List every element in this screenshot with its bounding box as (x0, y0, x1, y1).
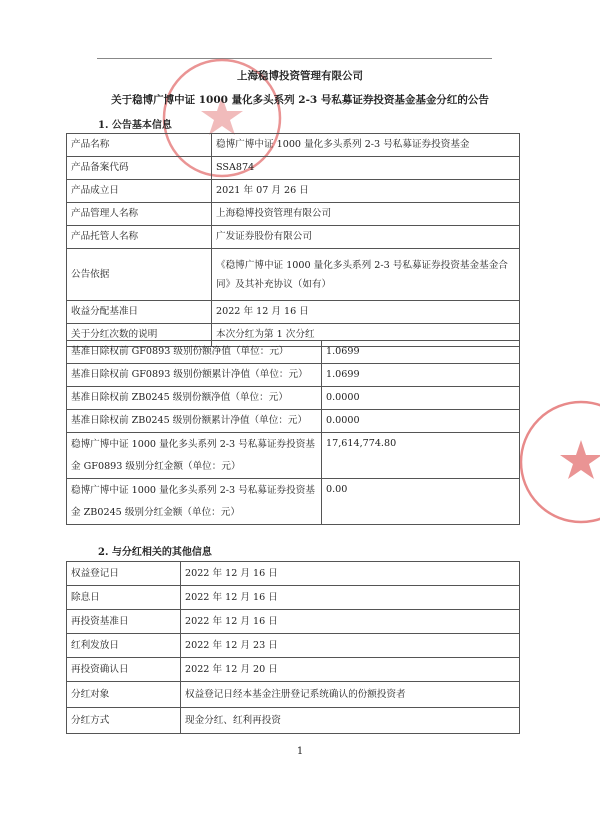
row-label: 再投资基准日 (67, 610, 181, 634)
row-label: 稳博广博中证 1000 量化多头系列 2-3 号私募证券投资基金 GF0893 级别分红金额（单位：元） (67, 433, 322, 479)
row-value: 0.0000 (322, 410, 520, 433)
row-value: 0.00 (322, 479, 520, 525)
row-label: 除息日 (67, 586, 181, 610)
table-row (67, 364, 520, 387)
row-label: 基准日除权前 ZB0245 级别份额累计净值（单位：元） (67, 410, 322, 433)
company-name: 上海稳博投资管理有限公司 (237, 70, 363, 82)
row-label: 基准日除权前 GF0893 级别份额累计净值（单位：元） (67, 364, 322, 387)
other-info-table (66, 561, 520, 734)
section-heading-basic-info: 1. 公告基本信息 (98, 120, 172, 131)
row-value: 稳博广博中证 1000 量化多头系列 2-3 号私募证券投资基金 (212, 134, 520, 157)
table-row (67, 610, 520, 634)
row-value: 2022 年 12 月 23 日 (181, 634, 520, 658)
row-label: 分红方式 (67, 708, 181, 734)
row-value: 1.0699 (322, 341, 520, 364)
row-label: 分红对象 (67, 682, 181, 708)
row-value: 权益登记日经本基金注册登记系统确认的份额投资者 (181, 682, 520, 708)
row-label: 红利发放日 (67, 634, 181, 658)
row-value: 广发证券股份有限公司 (212, 226, 520, 249)
row-label: 收益分配基准日 (67, 301, 212, 324)
row-label: 基准日除权前 ZB0245 级别份额净值（单位：元） (67, 387, 322, 410)
row-label: 稳博广博中证 1000 量化多头系列 2-3 号私募证券投资基金 ZB0245 级别分红金额（单位：元） (67, 479, 322, 525)
table-row (67, 180, 520, 203)
row-value: 1.0699 (322, 364, 520, 387)
row-value: 2022 年 12 月 20 日 (181, 658, 520, 682)
row-label: 产品托管人名称 (67, 226, 212, 249)
row-value: 0.0000 (322, 387, 520, 410)
table-row (67, 249, 520, 301)
row-label: 产品成立日 (67, 180, 212, 203)
row-value: 2022 年 12 月 16 日 (212, 301, 520, 324)
header-rule (97, 58, 492, 59)
row-value: 2022 年 12 月 16 日 (181, 562, 520, 586)
table-row (67, 301, 520, 324)
table-row (67, 387, 520, 410)
row-value: 2021 年 07 月 26 日 (212, 180, 520, 203)
table-row (67, 682, 520, 708)
announcement-title: 关于稳博广博中证 1000 量化多头系列 2-3 号私募证券投资基金基金分红的公告 (111, 94, 489, 106)
row-value: 《稳博广博中证 1000 量化多头系列 2-3 号私募证券投资基金基金合同》及其补充协议（如有） (212, 249, 520, 301)
table-row (67, 658, 520, 682)
row-value: 现金分红、红利再投资 (181, 708, 520, 734)
table-row (67, 586, 520, 610)
row-value: 17,614,774.80 (322, 433, 520, 479)
table-row (67, 341, 520, 364)
table-row (67, 562, 520, 586)
table-row (67, 226, 520, 249)
table-row (67, 708, 520, 734)
row-label: 权益登记日 (67, 562, 181, 586)
row-value: 本次分红为第 1 次分红 (212, 324, 520, 347)
row-label: 基准日除权前 GF0893 级别份额净值（单位：元） (67, 341, 322, 364)
table-row (67, 410, 520, 433)
table-row (67, 134, 520, 157)
row-value: 2022 年 12 月 16 日 (181, 610, 520, 634)
row-value: SSA874 (212, 157, 520, 180)
page-number: 1 (296, 746, 304, 757)
nav-dividend-table (66, 340, 520, 525)
table-row (67, 433, 520, 479)
table-row (67, 157, 520, 180)
row-value: 2022 年 12 月 16 日 (181, 586, 520, 610)
table-row (67, 634, 520, 658)
section-heading-other-info: 2. 与分红相关的其他信息 (98, 547, 212, 558)
row-label: 公告依据 (67, 249, 212, 301)
table-row (67, 479, 520, 525)
table-row (67, 203, 520, 226)
row-label: 再投资确认日 (67, 658, 181, 682)
basic-info-table (66, 133, 520, 347)
row-label: 产品备案代码 (67, 157, 212, 180)
row-label: 产品管理人名称 (67, 203, 212, 226)
row-label: 关于分红次数的说明 (67, 324, 212, 347)
company-seal-right (517, 398, 600, 526)
row-value: 上海稳博投资管理有限公司 (212, 203, 520, 226)
row-label: 产品名称 (67, 134, 212, 157)
